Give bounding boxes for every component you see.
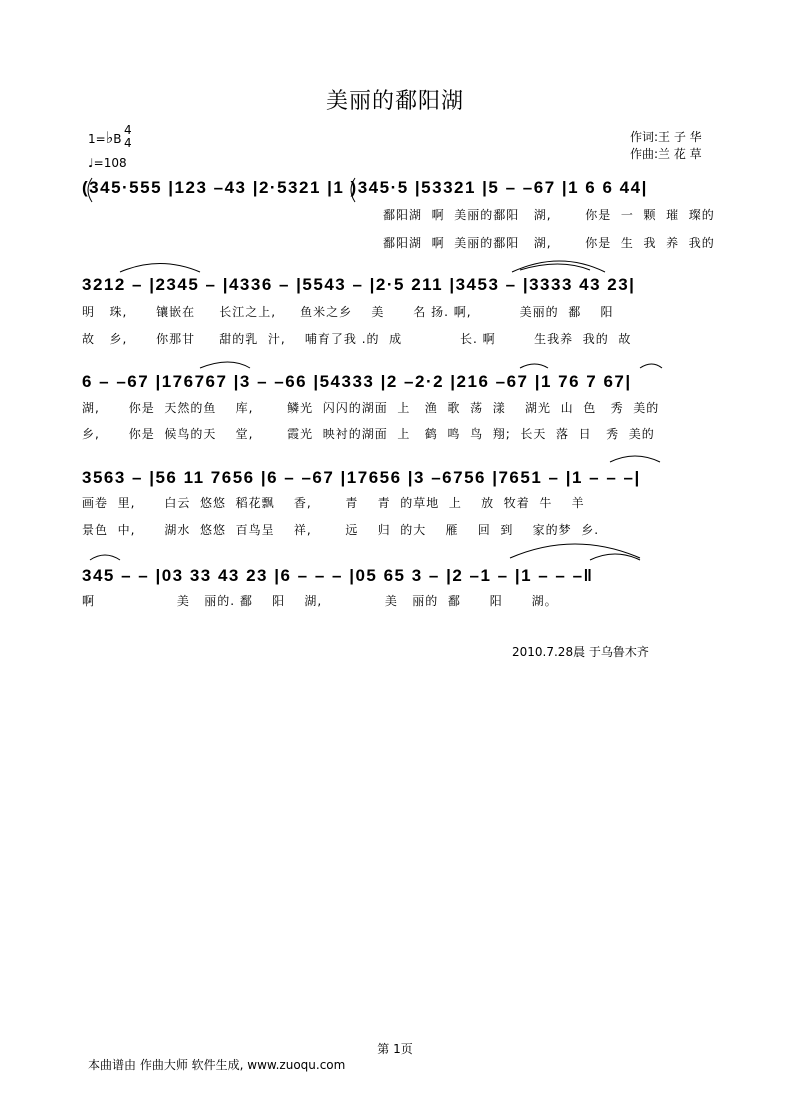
notation-line: 3563 – |56 11 7656 |6 – –67 |17656 |3 –6756 |7651 – |1 – – –| [82,468,641,487]
tempo-value: =108 [93,156,127,170]
key-signature [88,128,121,147]
meter-top: 4 [124,123,132,137]
slur [120,264,200,273]
flat-sign-icon: ♭ [105,128,114,147]
date-note: 2010.7.28晨 于乌鲁木齐 [512,645,649,659]
lyric-verse-1: 画卷 里, 白云 悠悠 稻花飘 香, 青 青 的草地 上 放 牧着 牛 羊 [82,496,585,510]
notation-line: 345 – – |03 33 43 23 |6 – – – |05 65 3 – |2 –1 – |1 – – –‖ [82,566,594,585]
notation-line: 3212 – |2345 – |4336 – |5543 – |2·5 211 |3453 – |3333 43 23| [82,275,636,294]
song-title: 美丽的鄱阳湖 [325,89,464,114]
notation-line: (345·555 |123 –43 |2·5321 |1 )345·5 |53321 |5 – –67 |1 6 6 44| [82,178,648,197]
lyricist-credit: 作词:王 子 华 [630,130,702,144]
slur [520,264,590,270]
tempo-marking [88,156,127,170]
lyric-verse-1: 湖, 你是 天然的鱼 库, 鳞光 闪闪的湖面 上 渔 歌 荡 漾 湖光 山 色 秀 美的 [82,401,660,415]
slur [590,554,640,560]
meter-bottom: 4 [124,136,132,150]
lyric-verse-2: 乡, 你是 候鸟的天 堂, 霞光 映衬的湖面 上 鹤 鸣 鸟 翔; 长天 落 日 秀 美的 [82,427,655,441]
lyric-verse-1: 啊 美 丽的. 鄱 阳 湖, 美 丽的 鄱 阳 湖。 [82,594,558,608]
slur [200,362,250,368]
slur [610,456,660,462]
key-prefix: 1= [88,132,106,146]
lyric-verse-1: 鄱阳湖 啊 美丽的鄱阳 湖, 你是 一 颗 璀 璨的 [383,208,715,222]
time-signature [124,124,132,150]
slur [90,555,120,560]
notation-line: 6 – –67 |176767 |3 – –66 |54333 |2 –2·2 |216 –67 |1 76 7 67| [82,372,632,391]
quarter-note-icon: ♩ [88,156,94,170]
slur [640,364,662,368]
slur [510,544,640,558]
key-note: B [113,132,122,146]
lyric-verse-2: 鄱阳湖 啊 美丽的鄱阳 湖, 你是 生 我 养 我的 [383,236,715,250]
page-number: 第 1页 [377,1042,413,1056]
lyric-verse-1: 明 珠, 镶嵌在 长江之上, 鱼米之乡 美 名 扬. 啊, 美丽的 鄱 阳 [82,305,614,319]
slur [512,261,605,272]
footer-credit: 本曲谱由 作曲大师 软件生成, www.zuoqu.com [88,1058,346,1072]
lyric-verse-2: 故 乡, 你那甘 甜的乳 汁, 哺育了我 .的 成 长. 啊 生我养 我的 故 [82,332,632,346]
composer-credit: 作曲:兰 花 草 [630,147,702,161]
lyric-verse-2: 景色 中, 湖水 悠悠 百鸟呈 祥, 远 归 的大 雁 回 到 家的梦 乡. [82,523,600,537]
slur [520,364,548,368]
